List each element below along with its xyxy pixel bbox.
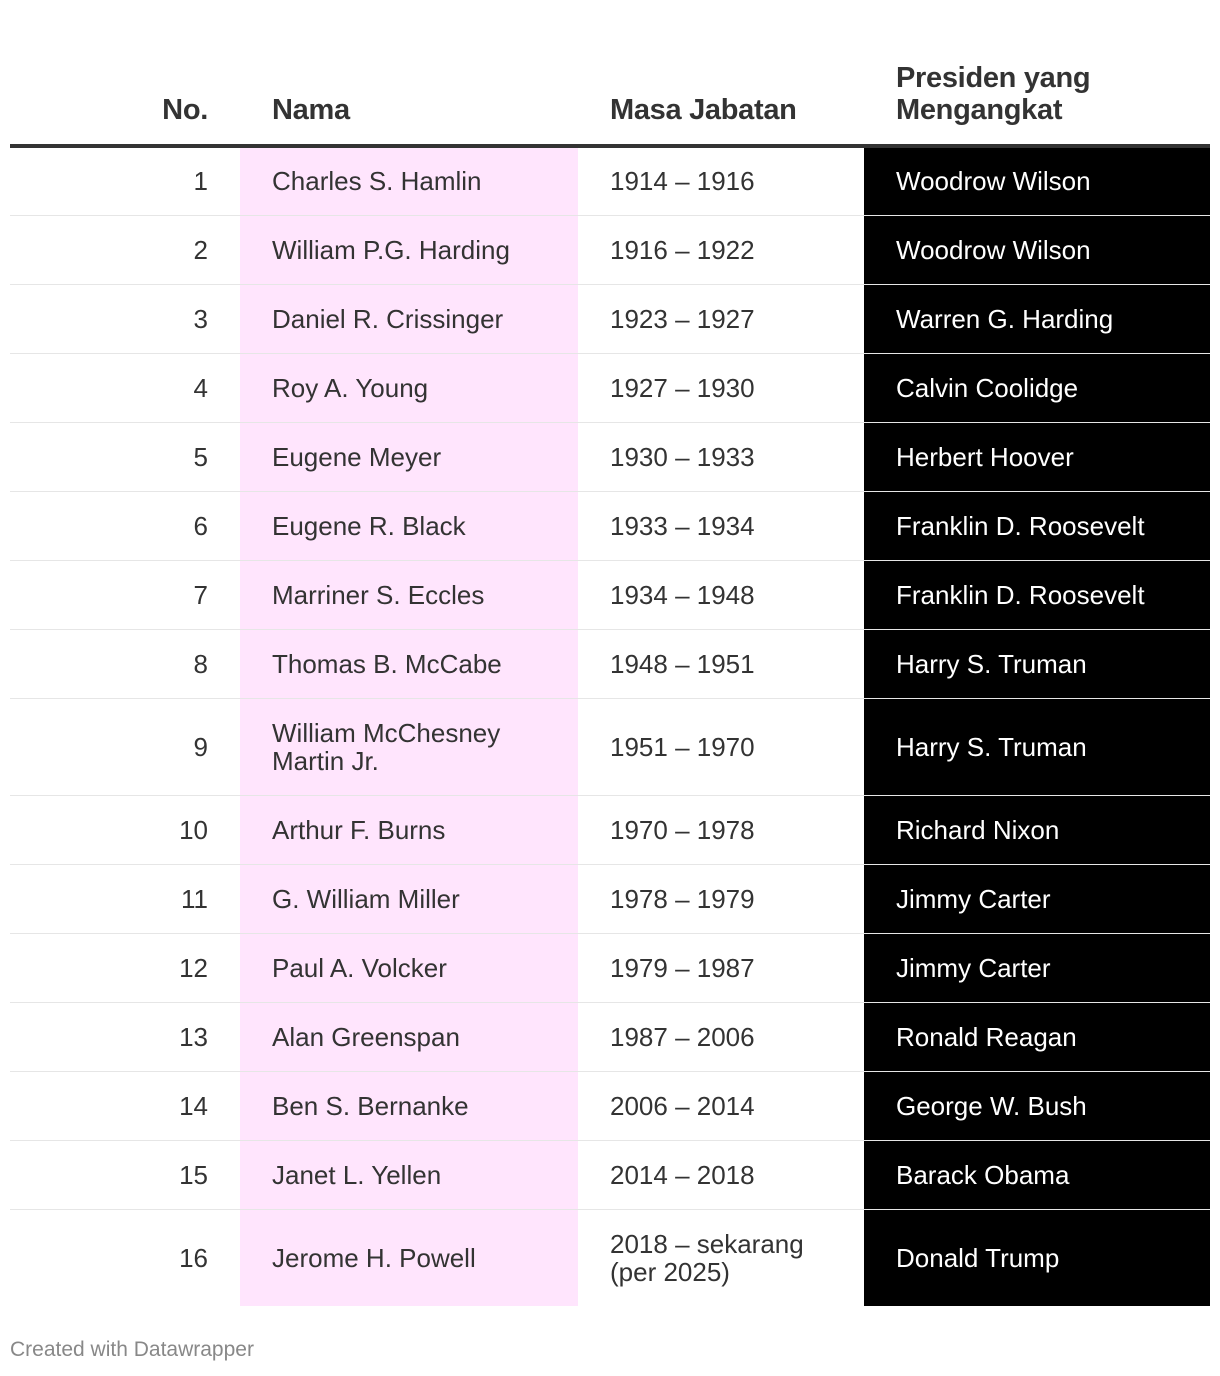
cell-name: William McChesney Martin Jr.: [240, 698, 578, 795]
table-row: [10, 491, 1210, 560]
table-container: [10, 0, 1210, 1306]
cell-name: Jerome H. Powell: [240, 1209, 578, 1306]
cell-term: 1927 – 1930: [578, 353, 864, 422]
cell-no: 1: [10, 146, 240, 215]
cell-name: G. William Miller: [240, 864, 578, 933]
cell-president: Donald Trump: [864, 1209, 1210, 1306]
cell-term: 1948 – 1951: [578, 629, 864, 698]
cell-term: 1934 – 1948: [578, 560, 864, 629]
cell-no: 4: [10, 353, 240, 422]
cell-no: 9: [10, 698, 240, 795]
table-row: [10, 1002, 1210, 1071]
table-row: [10, 560, 1210, 629]
cell-no: 3: [10, 284, 240, 353]
cell-no: 15: [10, 1140, 240, 1209]
header-term[interactable]: Masa Jabatan: [578, 0, 864, 146]
cell-president: Warren G. Harding: [864, 284, 1210, 353]
cell-name: Thomas B. McCabe: [240, 629, 578, 698]
table-row: [10, 698, 1210, 795]
table-row: [10, 146, 1210, 215]
cell-term: 1930 – 1933: [578, 422, 864, 491]
table-row: [10, 864, 1210, 933]
cell-president: Franklin D. Roosevelt: [864, 491, 1210, 560]
cell-president: Jimmy Carter: [864, 933, 1210, 1002]
cell-president: Ronald Reagan: [864, 1002, 1210, 1071]
cell-president: Woodrow Wilson: [864, 215, 1210, 284]
cell-name: Roy A. Young: [240, 353, 578, 422]
cell-name: Daniel R. Crissinger: [240, 284, 578, 353]
cell-name: William P.G. Harding: [240, 215, 578, 284]
cell-term: 2014 – 2018: [578, 1140, 864, 1209]
cell-term: 1979 – 1987: [578, 933, 864, 1002]
table-body: [10, 146, 1210, 1306]
cell-no: 11: [10, 864, 240, 933]
header-row: [10, 0, 1210, 146]
table-row: [10, 422, 1210, 491]
header-name[interactable]: Nama: [240, 0, 578, 146]
cell-president: George W. Bush: [864, 1071, 1210, 1140]
cell-term: 1916 – 1922: [578, 215, 864, 284]
cell-name: Ben S. Bernanke: [240, 1071, 578, 1140]
table-row: [10, 933, 1210, 1002]
cell-president: Herbert Hoover: [864, 422, 1210, 491]
cell-no: 13: [10, 1002, 240, 1071]
cell-term: 2006 – 2014: [578, 1071, 864, 1140]
cell-president: Barack Obama: [864, 1140, 1210, 1209]
cell-term: 1923 – 1927: [578, 284, 864, 353]
cell-term: 1987 – 2006: [578, 1002, 864, 1071]
table-row: [10, 629, 1210, 698]
cell-no: 6: [10, 491, 240, 560]
cell-no: 2: [10, 215, 240, 284]
table-row: [10, 1140, 1210, 1209]
cell-no: 16: [179, 1242, 208, 1273]
cell-president: Harry S. Truman: [864, 629, 1210, 698]
cell-name: Janet L. Yellen: [240, 1140, 578, 1209]
header-president[interactable]: Presiden yang Mengangkat: [864, 0, 1210, 146]
cell-president: Woodrow Wilson: [864, 146, 1210, 215]
cell-name: Charles S. Hamlin: [240, 146, 578, 215]
cell-name: Alan Greenspan: [240, 1002, 578, 1071]
cell-president: Franklin D. Roosevelt: [864, 560, 1210, 629]
cell-term: 1951 – 1970: [578, 698, 864, 795]
table-row: [10, 1209, 1210, 1306]
table-row: [10, 795, 1210, 864]
cell-term: 1933 – 1934: [578, 491, 864, 560]
cell-name: Paul A. Volcker: [240, 933, 578, 1002]
cell-name: Arthur F. Burns: [240, 795, 578, 864]
cell-president: Calvin Coolidge: [864, 353, 1210, 422]
cell-president: Richard Nixon: [864, 795, 1210, 864]
cell-term: 1970 – 1978: [578, 795, 864, 864]
header-no[interactable]: No.: [10, 0, 240, 146]
cell-president: Jimmy Carter: [864, 864, 1210, 933]
table-row: [10, 353, 1210, 422]
table-row: [10, 284, 1210, 353]
cell-no: 12: [10, 933, 240, 1002]
cell-term: 1914 – 1916: [578, 146, 864, 215]
cell-term: 2018 – sekarang (per 2025): [610, 1228, 804, 1287]
datawrapper-credit[interactable]: Created with Datawrapper: [10, 1338, 254, 1361]
cell-no: 8: [10, 629, 240, 698]
table-row: [10, 1071, 1210, 1140]
cell-president: Harry S. Truman: [864, 698, 1210, 795]
cell-term: 1978 – 1979: [578, 864, 864, 933]
cell-name: Marriner S. Eccles: [240, 560, 578, 629]
cell-no: 10: [10, 795, 240, 864]
cell-no: 7: [10, 560, 240, 629]
cell-name: Eugene R. Black: [240, 491, 578, 560]
cell-no: 14: [10, 1071, 240, 1140]
cell-no: 5: [10, 422, 240, 491]
fed-chairs-table: [10, 0, 1210, 1306]
table-row: [10, 215, 1210, 284]
cell-name: Eugene Meyer: [240, 422, 578, 491]
